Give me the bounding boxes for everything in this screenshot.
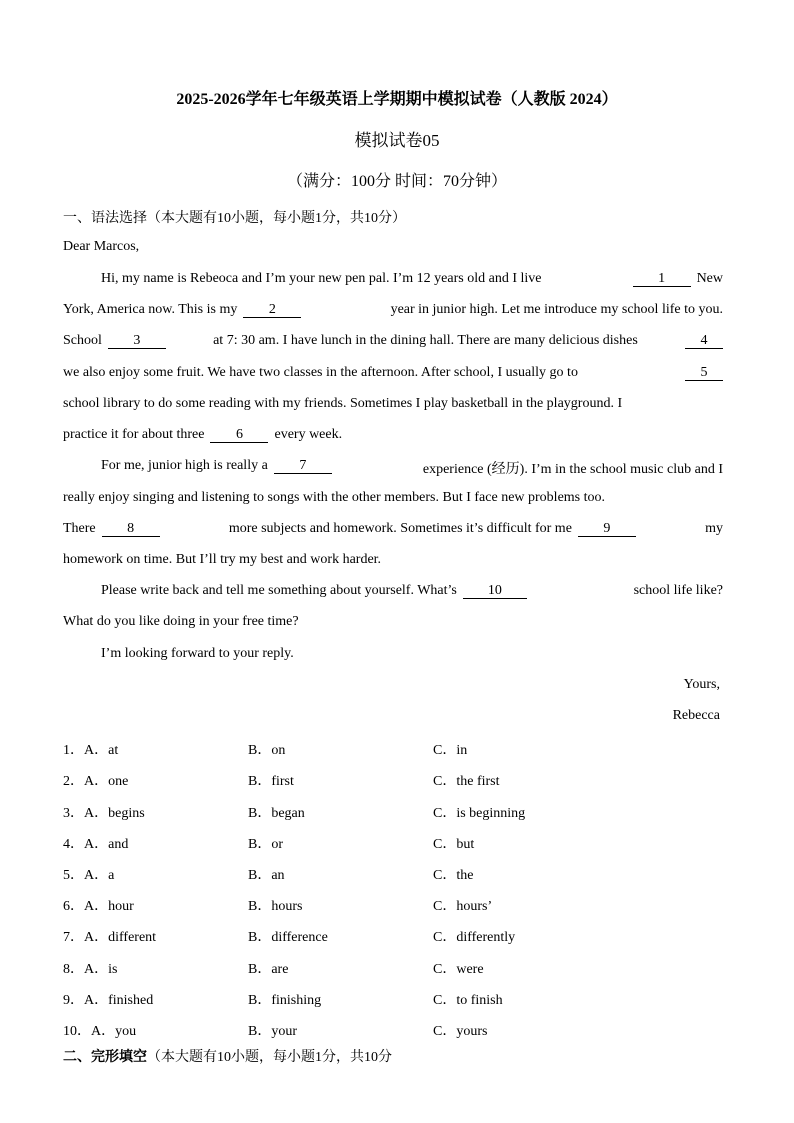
letter-signature: Rebecca (672, 708, 720, 723)
blank-9: 9 (578, 521, 636, 537)
letter-text: What do you like doing in your free time? (63, 614, 299, 629)
option-c: C．to finish (433, 993, 503, 1008)
blank-1: 1 (633, 271, 691, 287)
letter-text: Please write back and tell me something about yourself. What’s (101, 583, 457, 598)
option-b: B．began (248, 806, 305, 821)
option-b: B．difference (248, 930, 328, 945)
option-a: 9．A．finished (63, 993, 154, 1008)
section-2-note: （本大题有10小题，每小题1分，共10分 (147, 1050, 392, 1065)
letter-text: Hi, my name is Rebeoca and I’m your new pen pal. I’m 12 years old and I live (101, 271, 542, 286)
blank-10: 10 (463, 583, 527, 599)
option-a: 7．A．different (63, 930, 157, 945)
letter-text: York, America now. This is my (63, 302, 238, 317)
letter-text: more subjects and homework. Sometimes it’s difficult for me (228, 521, 572, 536)
exam-score-time: （满分：100分 时间：70分钟） (286, 173, 507, 190)
letter-text: school life like? (633, 583, 723, 598)
option-a: 4．A．and (63, 837, 129, 852)
letter-line (63, 583, 723, 599)
letter-text: New (696, 271, 723, 286)
blank-2: 2 (243, 302, 301, 318)
option-a: 5．A．a (63, 868, 115, 883)
option-b: B．your (248, 1024, 297, 1039)
letter-text: School (63, 333, 102, 348)
letter-closing: Yours, (683, 677, 720, 692)
option-a: 6．A．hour (63, 899, 134, 914)
letter-line (63, 365, 723, 381)
option-a: 2．A．one (63, 774, 129, 789)
option-b: B．are (248, 962, 289, 977)
option-a: 10．A．you (63, 1024, 137, 1039)
section-1-heading: 一、语法选择（本大题有10小题，每小题1分，共10分） (63, 211, 406, 226)
letter-line (63, 458, 723, 478)
letter-text: There (63, 521, 96, 536)
section-2-heading (63, 1046, 723, 1066)
letter-text: every week. (274, 427, 343, 442)
letter-line (63, 521, 723, 537)
option-c: C．is beginning (433, 806, 526, 821)
option-a: 1．A．at (63, 743, 119, 758)
option-c: C．the first (433, 774, 500, 789)
option-a: 3．A．begins (63, 806, 145, 821)
option-b: B．finishing (248, 993, 322, 1008)
blank-8: 8 (102, 521, 160, 537)
blank-3: 3 (108, 333, 166, 349)
letter-text: experience (经历). I’m in the school music club and I (422, 462, 723, 477)
option-c: C．the (433, 868, 474, 883)
option-b: B．on (248, 743, 286, 758)
letter-greeting: Dear Marcos, (63, 239, 140, 254)
option-c: C．differently (433, 930, 516, 945)
letter-text: year in junior high. Let me introduce my school life to you. (390, 302, 723, 317)
letter-text: my (705, 521, 723, 536)
option-c: C．were (433, 962, 484, 977)
option-b: B．first (248, 774, 294, 789)
exam-subtitle: 模拟试卷05 (354, 131, 440, 150)
option-c: C．yours (433, 1024, 488, 1039)
letter-line (63, 333, 723, 349)
option-b: B．an (248, 868, 285, 883)
blank-4: 4 (685, 333, 723, 349)
section-2-title: 二、完形填空 (63, 1050, 147, 1065)
letter-line (63, 271, 723, 287)
option-c: C．hours’ (433, 899, 493, 914)
blank-6: 6 (210, 427, 268, 443)
blank-5: 5 (685, 365, 723, 381)
letter-text: we also enjoy some fruit. We have two classes in the afternoon. After school, I usually go to (63, 365, 578, 380)
option-b: B．hours (248, 899, 303, 914)
letter-text: I’m looking forward to your reply. (101, 646, 294, 661)
option-b: B．or (248, 837, 283, 852)
option-c: C．in (433, 743, 468, 758)
letter-text: really enjoy singing and listening to songs with the other members. But I face new problems too. (63, 490, 606, 505)
letter-text: practice it for about three (63, 427, 205, 442)
option-a: 8．A．is (63, 962, 118, 977)
blank-7: 7 (274, 458, 332, 474)
exam-title: 2025-2026学年七年级英语上学期期中模拟试卷（人教版 2024） (176, 91, 618, 108)
letter-text: For me, junior high is really a (101, 458, 268, 473)
letter-text: at 7: 30 am. I have lunch in the dining hall. There are many delicious dishes (213, 333, 638, 348)
letter-text: homework on time. But I’ll try my best and work harder. (63, 552, 382, 567)
option-c: C．but (433, 837, 475, 852)
letter-line (63, 427, 723, 443)
letter-line (63, 302, 723, 318)
letter-text: school library to do some reading with my friends. Sometimes I play basketball in the playground. I (63, 396, 623, 411)
